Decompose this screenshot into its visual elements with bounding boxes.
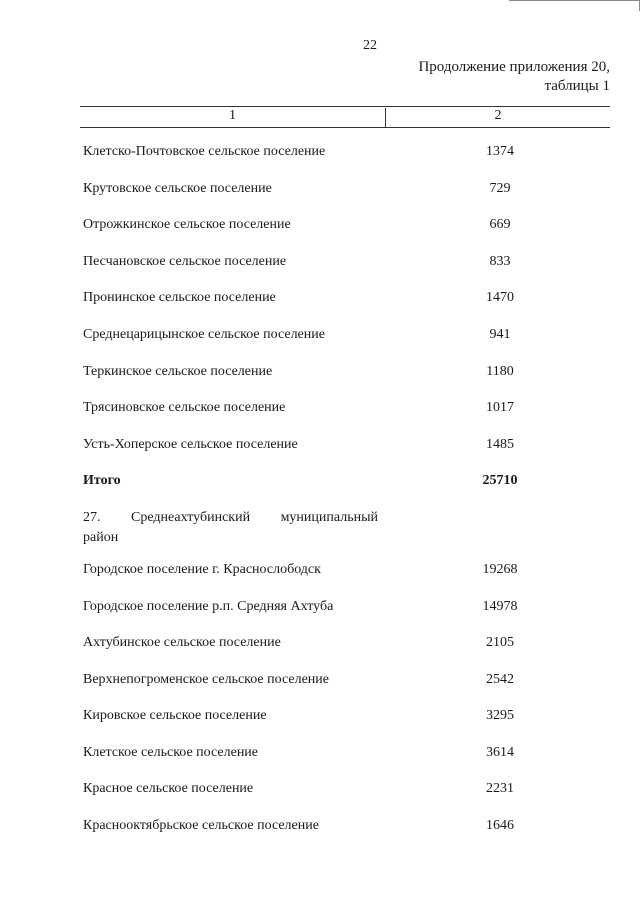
continuation-line-1: Продолжение приложения 20, [418, 59, 610, 75]
settlement-name: Краснооктябрьское сельское поселение [83, 817, 319, 833]
settlement-name: Крутовское сельское поселение [83, 180, 272, 196]
population-value: 3295 [486, 708, 514, 723]
settlement-name: Песчановское сельское поселение [83, 253, 287, 269]
continuation-line-2: таблицы 1 [544, 78, 610, 94]
population-value: 941 [489, 327, 511, 342]
district-name-word-2: муниципальный [280, 510, 378, 525]
population-value: 1017 [486, 400, 514, 416]
table-header-bottom-rule [80, 127, 610, 128]
population-value: 1646 [486, 817, 514, 833]
population-value: 1470 [486, 290, 514, 306]
population-value: 2231 [486, 781, 514, 796]
settlement-name: Верхнепогроменское сельское поселение [83, 671, 329, 687]
settlement-name: Клетское сельское поселение [83, 744, 259, 760]
population-value: 3614 [486, 744, 514, 760]
settlement-name: Отрожкинское сельское поселение [83, 217, 291, 233]
total-value: 25710 [482, 473, 518, 488]
total-label: Итого [83, 473, 121, 488]
population-value: 2105 [486, 635, 514, 650]
settlement-name: Теркинское сельское поселение [83, 363, 273, 379]
settlement-name: Кировское сельское поселение [83, 708, 267, 723]
settlement-name: Ахтубинское сельское поселение [83, 635, 281, 650]
settlement-name: Городское поселение р.п. Средняя Ахтуба [83, 598, 334, 614]
scan-corner-mark [509, 0, 640, 11]
district-name-line-2: район [83, 530, 119, 545]
population-value: 14978 [482, 598, 518, 614]
column-1-header: 1 [229, 108, 236, 123]
settlement-name: Трясиновское сельское поселение [83, 400, 286, 416]
population-value: 729 [489, 180, 511, 196]
district-name-word-1: Среднеахтубинский [130, 510, 251, 525]
settlement-name: Среднецарицынское сельское поселение [83, 327, 325, 342]
settlement-name: Красное сельское поселение [83, 781, 254, 796]
population-value: 833 [489, 253, 511, 269]
settlement-name: Клетско-Почтовское сельское поселение [83, 144, 326, 159]
settlement-name: Пронинское сельское поселение [83, 290, 276, 306]
population-value: 1485 [486, 436, 514, 452]
population-value: 19268 [482, 562, 518, 577]
population-value: 1374 [486, 144, 514, 159]
continuation-caption [418, 58, 610, 96]
page-number: 22 [363, 38, 377, 53]
district-number: 27. [83, 510, 101, 525]
population-value: 1180 [486, 363, 514, 379]
population-value: 2542 [486, 671, 514, 687]
table-header-top-rule [80, 106, 610, 107]
settlement-name: Усть-Хоперское сельское поселение [83, 436, 298, 452]
column-2-header: 2 [494, 108, 502, 123]
settlement-name: Городское поселение г. Краснослободск [83, 562, 321, 577]
population-value: 669 [489, 217, 511, 233]
district-heading [83, 508, 378, 548]
